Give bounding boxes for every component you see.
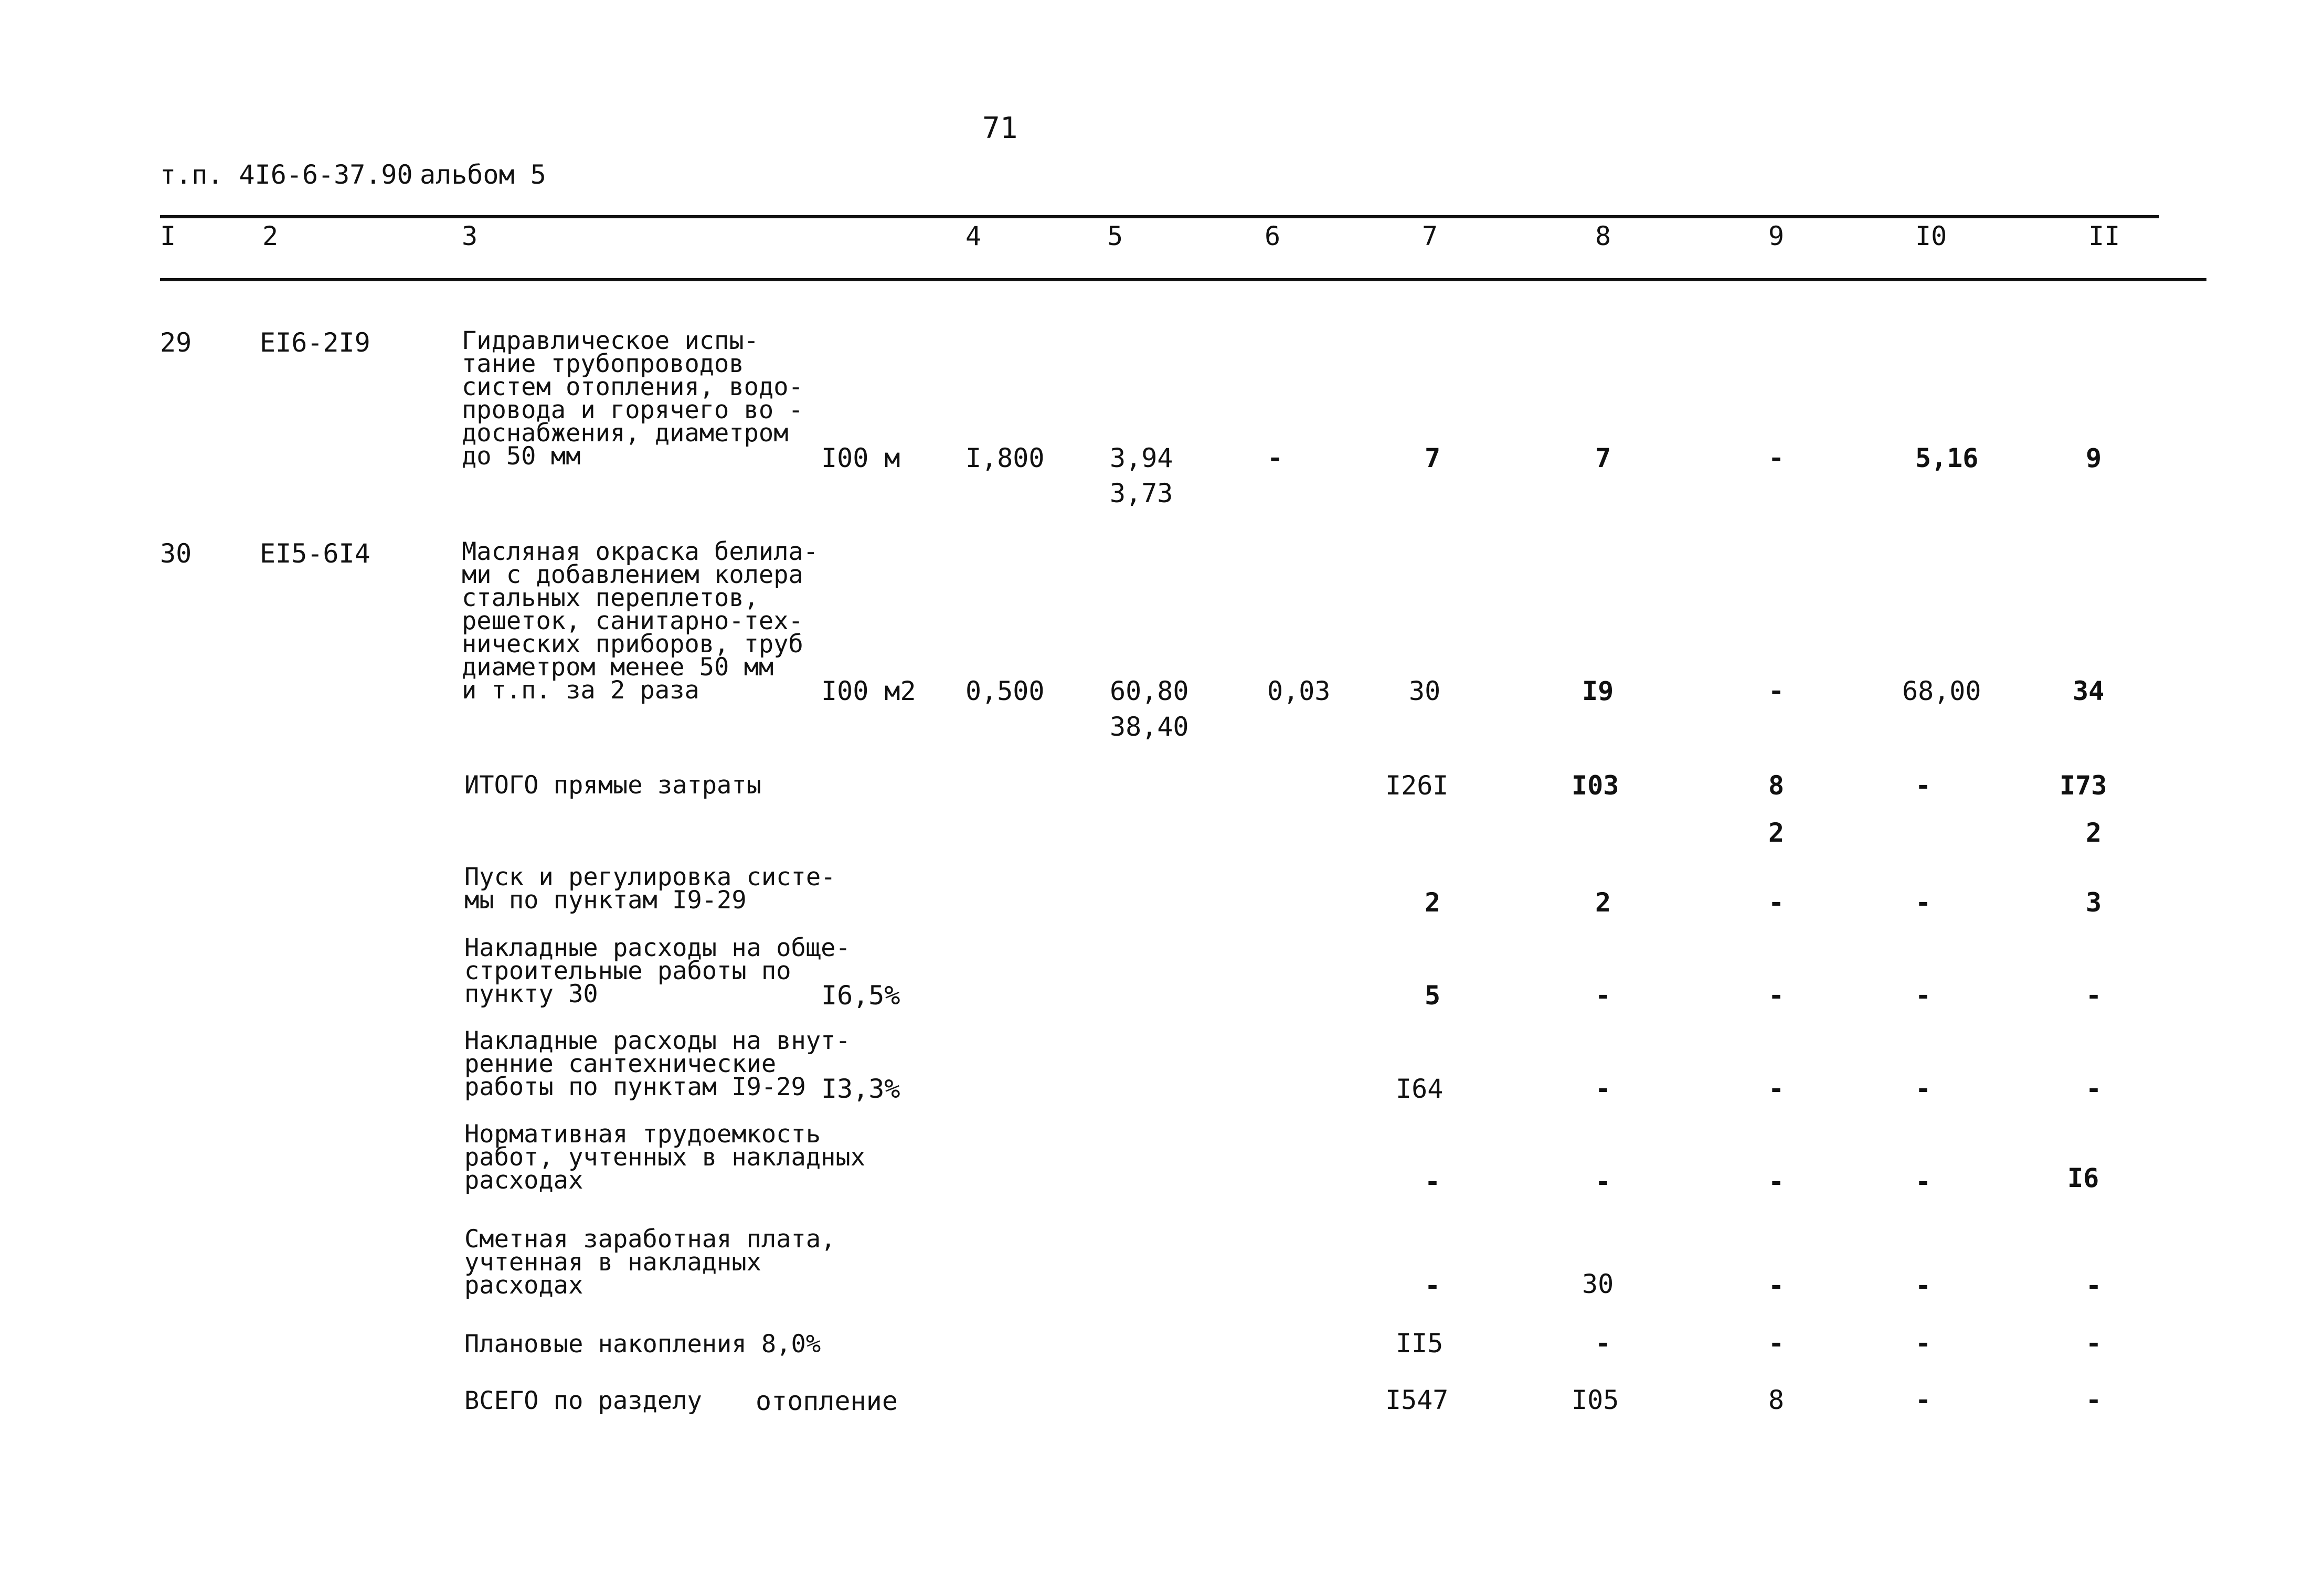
summary-col10: -: [1915, 1270, 1932, 1301]
row-code: EI5-6I4: [260, 538, 370, 569]
summary-percent: I6,5%: [821, 980, 900, 1011]
summary-col10: -: [1915, 1167, 1932, 1197]
row-col6: 0,03: [1267, 676, 1331, 706]
row-description: Масляная окраска белила- ми с добавлением колера стальных переплетов, решеток, санитарно-тех- нических приборов, труб диаметром менее 50 мм и т.п. за 2 раза: [462, 537, 819, 705]
col-header-8: 8: [1595, 221, 1611, 251]
row-col6: -: [1267, 443, 1283, 473]
row-col5-second-value: 3,73: [1110, 478, 1173, 508]
document-code: т.п. 4I6-6-37.90: [160, 160, 413, 190]
summary-col9-extra: 2: [1768, 818, 1785, 848]
summary-col11-extra: 2: [2086, 818, 2102, 848]
row-col9: -: [1768, 443, 1785, 473]
col-header-5: 5: [1107, 221, 1123, 251]
summary-col8: -: [1595, 1167, 1611, 1197]
summary-col11: I73: [2060, 770, 2107, 801]
row-col7: 30: [1409, 676, 1441, 706]
row-number: 30: [160, 538, 192, 569]
summary-label: Сметная заработная плата, учтенная в накладных расходах: [464, 1225, 836, 1300]
col-header-2: 2: [262, 221, 279, 251]
row-unit: I00 м: [821, 443, 900, 473]
summary-col10: -: [1915, 1328, 1932, 1359]
summary-col8: -: [1595, 1074, 1611, 1104]
table-top-rule: [160, 215, 2159, 218]
summary-col7: II5: [1396, 1328, 1444, 1359]
summary-col7: I547: [1385, 1385, 1449, 1415]
summary-col11: -: [2086, 1074, 2102, 1104]
row-number: 29: [160, 327, 192, 358]
row-col7: 7: [1425, 443, 1441, 473]
col-header-6: 6: [1265, 221, 1281, 251]
summary-label: Нормативная трудоемкость работ, учтенных в накладных расходах: [464, 1120, 866, 1195]
summary-col8: I03: [1572, 770, 1619, 801]
col-header-1: I: [160, 221, 176, 251]
summary-col9: -: [1768, 1167, 1785, 1197]
summary-col11: -: [2086, 1385, 2102, 1415]
summary-col7: -: [1425, 1270, 1441, 1301]
summary-col9: 8: [1768, 770, 1785, 801]
summary-col11: -: [2086, 980, 2102, 1011]
summary-col10: -: [1915, 770, 1932, 801]
row-col8: 7: [1595, 443, 1611, 473]
summary-col8: 2: [1595, 887, 1611, 918]
page-number: 71: [982, 111, 1018, 145]
col-header-7: 7: [1422, 221, 1438, 251]
summary-col9: 8: [1768, 1385, 1785, 1415]
row-col5-second-value: 38,40: [1110, 712, 1189, 742]
summary-percent: I3,3%: [821, 1074, 900, 1104]
col-header-9: 9: [1768, 221, 1785, 251]
summary-label: ИТОГО прямые затраты: [464, 771, 761, 800]
row-col9: -: [1768, 676, 1785, 706]
summary-col9: -: [1768, 980, 1785, 1011]
row-col10: 68,00: [1902, 676, 1981, 706]
summary-col8: 30: [1582, 1269, 1614, 1299]
summary-col7: 2: [1425, 887, 1441, 918]
summary-col10: -: [1915, 1385, 1932, 1415]
summary-label: Плановые накопления 8,0%: [464, 1330, 821, 1359]
row-code: EI6-2I9: [260, 327, 370, 358]
summary-col11: -: [2086, 1328, 2102, 1359]
summary-col9: -: [1768, 1270, 1785, 1301]
col-header-3: 3: [462, 221, 478, 251]
summary-col11: -: [2086, 1270, 2102, 1301]
row-col5-value: 60,80: [1110, 676, 1189, 706]
summary-label: Накладные расходы на обще- строительные работы по пункту 30: [464, 934, 851, 1009]
summary-col9: -: [1768, 887, 1785, 918]
summary-col7: I64: [1396, 1074, 1444, 1104]
section-name: отопление: [756, 1386, 898, 1416]
col-header-10: I0: [1915, 221, 1947, 251]
table-header-bottom-rule: [160, 278, 2206, 281]
summary-col8: -: [1595, 980, 1611, 1011]
row-col5-value: 3,94: [1110, 443, 1173, 473]
summary-col7: 5: [1425, 980, 1441, 1011]
row-quantity: 0,500: [965, 676, 1045, 706]
col-header-4: 4: [965, 221, 982, 251]
row-col11: 34: [2073, 676, 2105, 706]
summary-col10: -: [1915, 1074, 1932, 1104]
row-col11: 9: [2086, 443, 2102, 473]
summary-label: Пуск и регулировка систе- мы по пунктам I9-29: [464, 863, 836, 915]
row-col8: I9: [1582, 676, 1614, 706]
row-col10: 5,16: [1915, 443, 1979, 473]
summary-col9: -: [1768, 1074, 1785, 1104]
row-description: Гидравлическое испы- тание трубопроводов систем отопления, водо- провода и горячего во - доснабжения, диаметром до 50 мм: [462, 326, 803, 471]
summary-col10: -: [1915, 887, 1932, 918]
summary-col11: 3: [2086, 887, 2102, 918]
row-quantity: I,800: [965, 443, 1045, 473]
album-label: альбом 5: [420, 160, 546, 190]
summary-col9: -: [1768, 1328, 1785, 1359]
summary-col11: I6: [2067, 1163, 2099, 1193]
summary-col8: -: [1595, 1328, 1611, 1359]
summary-label: Накладные расходы на внут- ренние сантехнические работы по пунктам I9-29: [464, 1026, 851, 1101]
summary-col10: -: [1915, 980, 1932, 1011]
summary-col7: -: [1425, 1167, 1441, 1197]
summary-col7: I26I: [1385, 770, 1449, 801]
row-unit: I00 м2: [821, 676, 916, 706]
col-header-11: II: [2088, 221, 2120, 251]
summary-col8: I05: [1572, 1385, 1619, 1415]
summary-label: ВСЕГО по разделу: [464, 1386, 702, 1415]
